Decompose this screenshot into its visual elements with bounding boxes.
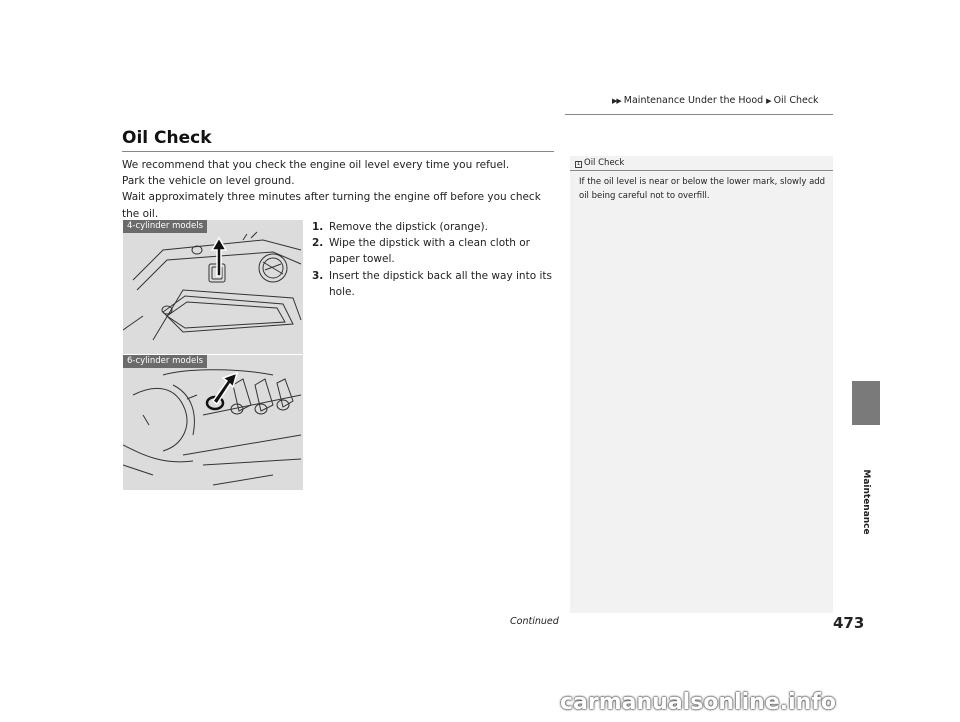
watermark: carmanualsonline.info (560, 690, 836, 715)
engine-4cyl-illustration (123, 220, 303, 354)
sidebar-note (570, 156, 833, 613)
page-number: 473 (833, 614, 865, 632)
continued-label: Continued (510, 616, 559, 627)
sidebar-body: If the oil level is near or below the lower mark, slowly add oil being careful not to overfill. (579, 177, 826, 201)
step-item (312, 219, 556, 235)
figure-label: 4-cylinder models (123, 220, 207, 233)
section-tab-marker (852, 381, 880, 425)
figure-4-cylinder (123, 220, 303, 354)
step-number: 1. (312, 221, 324, 233)
double-triangle-icon: ▶▶ (612, 97, 621, 105)
step-text: Insert the dipstick back all the way into its hole. (329, 269, 552, 298)
step-text: Remove the dipstick (orange). (329, 221, 488, 233)
header-divider (565, 114, 833, 115)
figure-6-cylinder (123, 354, 303, 490)
step-text: Wipe the dipstick with a clean cloth or paper towel. (329, 237, 530, 266)
intro-line: We recommend that you check the engine oil level every time you refuel. (122, 159, 510, 171)
breadcrumb-section[interactable]: Maintenance Under the Hood (623, 95, 764, 106)
sidebar-header (570, 156, 833, 171)
intro-line: Wait approximately three minutes after turning the engine off before you check the oil. (122, 191, 541, 220)
breadcrumb (612, 95, 819, 106)
title-divider (122, 151, 554, 152)
intro-line: Park the vehicle on level ground. (122, 175, 295, 188)
steps-list (312, 219, 556, 300)
step-item (312, 235, 556, 267)
step-number: 2. (312, 237, 324, 250)
engine-6cyl-illustration (123, 355, 303, 490)
triangle-icon: ▶ (766, 97, 772, 105)
intro-text (122, 157, 556, 222)
sidebar-title: Oil Check (584, 158, 625, 168)
figure-label: 6-cylinder models (123, 355, 207, 368)
note-marker-icon: 1 (576, 161, 581, 167)
step-number: 3. (312, 269, 324, 282)
step-item (312, 268, 556, 300)
page-title: Oil Check (122, 128, 212, 148)
breadcrumb-page[interactable]: Oil Check (773, 95, 819, 106)
section-tab-label[interactable]: Maintenance (861, 469, 871, 535)
